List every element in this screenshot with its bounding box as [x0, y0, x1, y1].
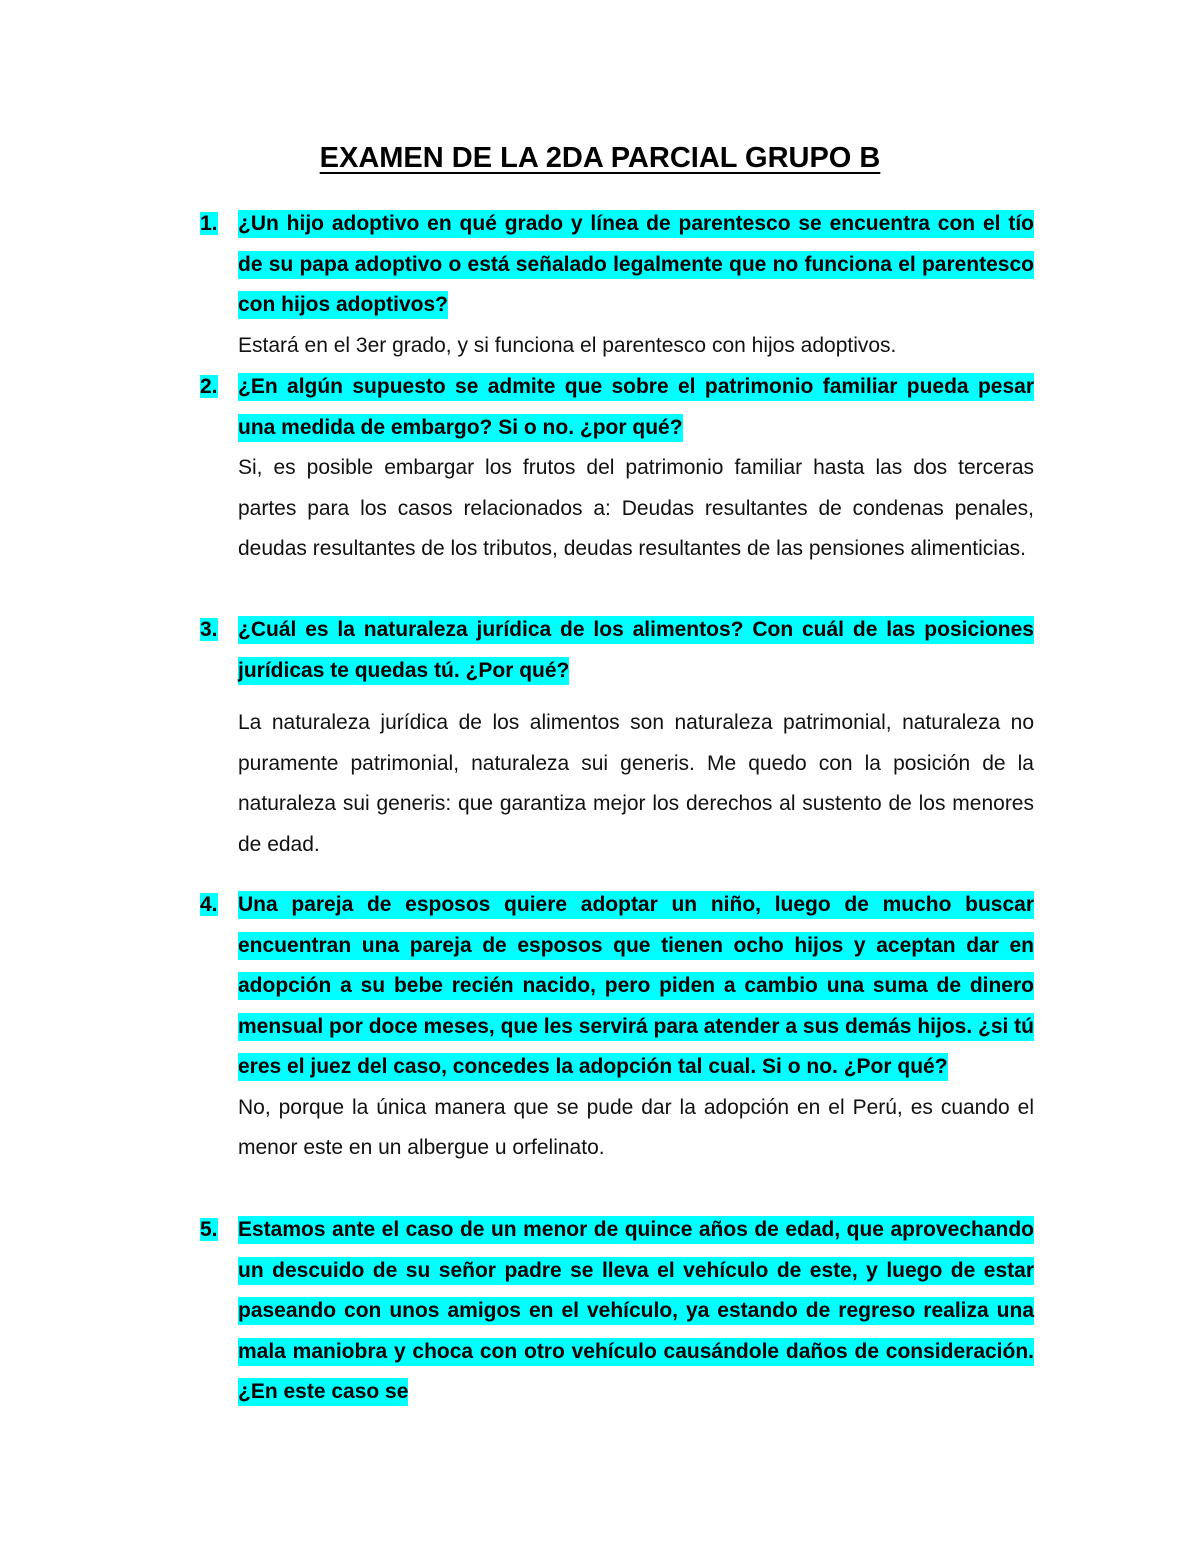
question-text: Una pareja de esposos quiere adoptar un niño, luego de mucho buscar encuentran una pareja de esposos que tienen ocho hijos y aceptan dar en adopción a su bebe recién nacido, pero piden a cambio una suma de dinero mensual por doce meses, que les servirá para atender a sus demás hijos. ¿si tú eres el juez del caso, concedes la adopción tal cual. Si o no. ¿Por qué?	[238, 885, 1034, 1088]
exam-title-text: EXAMEN DE LA 2DA PARCIAL GRUPO B	[319, 142, 881, 174]
question-text: ¿En algún supuesto se admite que sobre el patrimonio familiar pueda pesar una medida de embargo? Si o no. ¿por qué?	[238, 367, 1034, 448]
question-item-4	[200, 885, 1034, 1169]
question-number: 5.	[200, 1218, 218, 1241]
question-text: Estamos ante el caso de un menor de quince años de edad, que aprovechando un descuido de su señor padre se lleva el vehículo de este, y luego de estar paseando con unos amigos en el vehículo, ya estando de regreso realiza una mala maniobra y choca con otro vehículo causándole daños de consideración. ¿En este caso se	[238, 1210, 1034, 1413]
answer-text: La naturaleza jurídica de los alimentos son naturaleza patrimonial, naturaleza no puramente patrimonial, naturaleza sui generis. Me quedo con la posición de la naturaleza sui generis: que garantiza mejor los derechos al sustento de los menores de edad.	[238, 711, 1034, 856]
answer-text: Si, es posible embargar los frutos del patrimonio familiar hasta las dos terceras partes para los casos relacionados a: Deudas resultantes de condenas penales, deudas resultantes de los tributos, deudas resultantes de las pensiones alimenticias.	[238, 456, 1034, 560]
exam-title	[0, 138, 1200, 178]
question-text: ¿Cuál es la naturaleza jurídica de los alimentos? Con cuál de las posiciones jurídicas te quedas tú. ¿Por qué?	[238, 610, 1034, 691]
question-number: 1.	[200, 212, 218, 235]
question-text: ¿Un hijo adoptivo en qué grado y línea de parentesco se encuentra con el tío de su papa adoptivo o está señalado legalmente que no funciona el parentesco con hijos adoptivos?	[238, 204, 1034, 326]
question-number: 4.	[200, 893, 218, 916]
question-item-3	[200, 610, 1034, 865]
question-item-5	[200, 1210, 1034, 1413]
question-number: 3.	[200, 618, 218, 641]
question-number: 2.	[200, 375, 218, 398]
answer-text: Estará en el 3er grado, y si funciona el parentesco con hijos adoptivos.	[238, 333, 897, 357]
question-item-2	[200, 367, 1034, 570]
question-item-1	[200, 204, 1034, 366]
answer-text: No, porque la única manera que se pude dar la adopción en el Perú, es cuando el menor este en un albergue u orfelinato.	[238, 1095, 1034, 1159]
